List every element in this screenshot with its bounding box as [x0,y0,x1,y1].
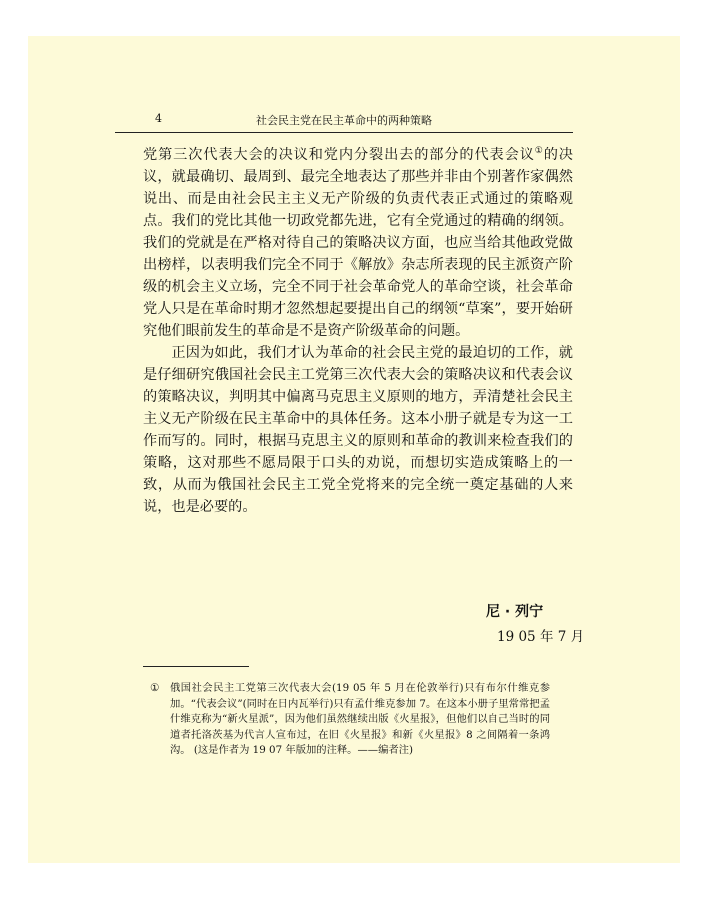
paragraph-1-text-end: 的决议，就最确切、最周到、最完全地表达了那些并非由个别著作家偶然说出、而是由社会民主主义无产阶级的负责代表正式通过的策略观点。我们的党比其他一切政党都先进，它有全党通过的精确的纲领。我们的党就是在严格对待自己的策略决议方面，也应当给其他政党做出榜样，以表明我们完全不同于《解放》杂志所表现的民主派资产阶级的机会主义立场，完全不同于社会革命党人的革命空谈，社会革命党人只是在革命时期才忽然想起要提出自己的纲领“草案”，要开始研究他们眼前发生的革命是不是资产阶级革命的问题。 [143,147,573,339]
paragraph-1-text-start: 党第三次代表大会的决议和党内分裂出去的部分的代表会议 [143,147,535,163]
signature-date: 19 05 年 7 月 [497,629,585,645]
running-title: 社会民主党在民主革命中的两种策略 [256,114,432,127]
paragraph-2: 正因为如此，我们才认为革命的社会民主党的最迫切的工作，就是仔细研究俄国社会民主工党第三次代表大会的策略决议和代表会议的策略决议，判明其中偏离马克思主义原则的地方，弄清楚社会民主主义无产阶级在民主革命中的具体任务。这本小册子就是专为这一工作而写的。同时，根据马克思主义的原则和革命的教训来检查我们的策略，这对那些不愿局限于口头的劝说，而想切实造成策略上的一致，从而为俄国社会民主工党全党将来的完全统一奠定基础的人来说，也是必要的。 [143,345,573,515]
footnote-mark: ① [150,682,160,694]
main-text [143,144,573,518]
footnote-reference[interactable]: ① [534,146,544,156]
signature-name: 尼 · 列宁 [486,604,544,620]
page-number: 4 [155,112,162,125]
footnote-text: 俄国社会民主工党第三次代表大会(19 05 年 5 月在伦敦举行)只有布尔什维克参加。“代表会议”(同时在日内瓦举行)只有孟什维克参加 7。在这本小册子里常常把孟什维克称为“新火星派”，因为他们虽然继续出版《火星报》，但他们以自己当时的同道者托洛茨基为代言人宣布过，在旧《火星报》和新《火星报》8 之间隔着一条鸿沟。 (这是作者为 19 07 年版加的注释。——编者注) [170,682,550,757]
footnote [150,681,550,759]
footnote-rule [143,666,249,667]
running-header [115,112,573,133]
paragraph-1 [143,144,573,342]
